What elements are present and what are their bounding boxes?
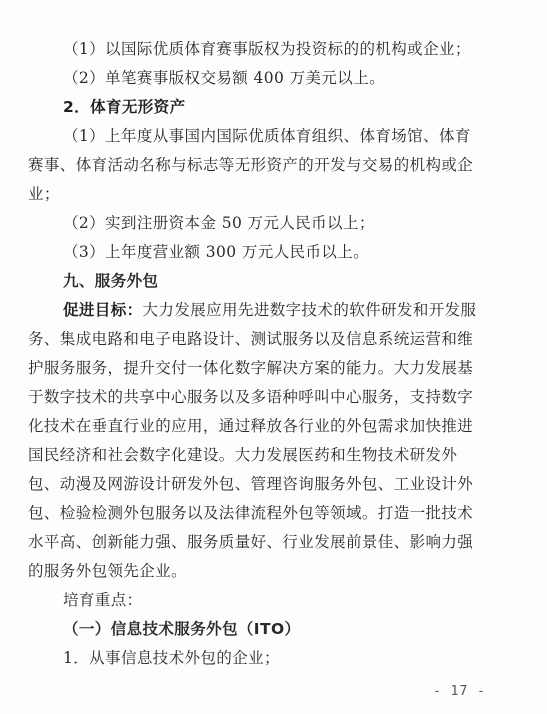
- page-number: - 17 -: [433, 684, 486, 699]
- text-line: 的服务外包领先企业。: [28, 562, 188, 580]
- chapter-heading: 九、服务外包: [63, 272, 159, 290]
- text-line: 1．从事信息技术外包的企业；: [63, 649, 280, 667]
- text-line: 赛事、体育活动名称与标志等无形资产的开发与交易的机构或企: [28, 156, 474, 174]
- goal-text: 大力发展应用先进数字技术的软件研发和开发服: [142, 301, 477, 319]
- text-line: 包、动漫及网游设计研发外包、管理咨询服务外包、工业设计外: [28, 475, 474, 493]
- text-line: 水平高、创新能力强、服务质量好、行业发展前景佳、影响力强: [28, 533, 474, 551]
- text-line: 务、集成电路和电子电路设计、测试服务以及信息系统运营和维: [28, 330, 474, 348]
- text-line: 化技术在垂直行业的应用，通过释放各行业的外包需求加快推进: [28, 417, 474, 435]
- text-line: （1）以国际优质体育赛事版权为投资标的的机构或企业；: [63, 40, 471, 58]
- section-heading: 2．体育无形资产: [63, 98, 186, 116]
- goal-label: 促进目标：: [63, 301, 143, 319]
- text-line: 国民经济和社会数字化建设。大力发展医药和生物技术研发外: [28, 446, 458, 464]
- text-line: （1）上年度从事国内国际优质体育组织、体育场馆、体育: [63, 127, 471, 145]
- text-line: （2）实到注册资本金 50 万元人民币以上；: [63, 214, 375, 232]
- text-line: （3）上年度营业额 300 万元人民币以上。: [63, 243, 370, 261]
- text-line: （2）单笔赛事版权交易额 400 万美元以上。: [63, 69, 386, 87]
- text-line: 培育重点：: [63, 591, 143, 609]
- text-line: 于数字技术的共享中心服务以及多语种呼叫中心服务，支持数字: [28, 388, 474, 406]
- goal-paragraph-first-line: [63, 300, 476, 320]
- text-line: 包、检验检测外包服务以及法律流程外包等领域。打造一批技术: [28, 504, 474, 522]
- text-line: 业；: [28, 185, 60, 203]
- text-line: 护服务服务，提升交付一体化数字解决方案的能力。大力发展基: [28, 359, 474, 377]
- subsection-heading: （一）信息技术服务外包（ITO）: [63, 620, 301, 638]
